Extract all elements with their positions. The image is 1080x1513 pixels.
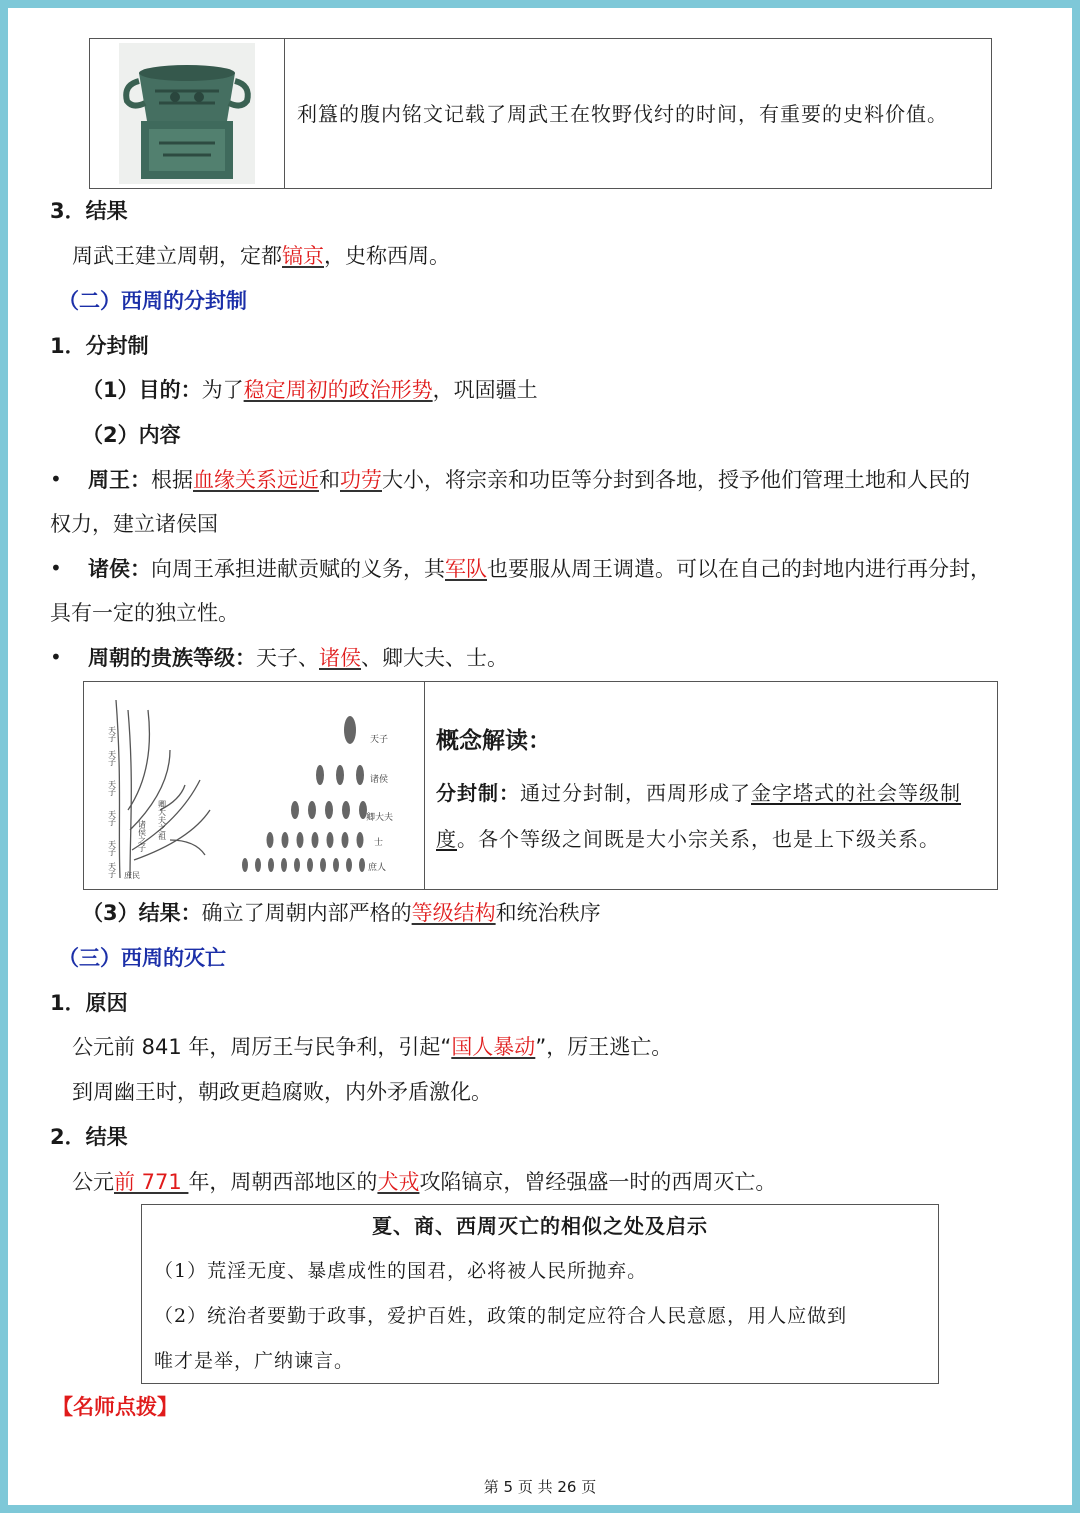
concept-label: 分封制：: [436, 781, 520, 805]
underlined-term: 金字塔式的社会等级制: [751, 781, 961, 805]
key-term: 前 771: [114, 1170, 189, 1194]
tree-label: 诸侯之子: [137, 820, 147, 852]
part-3-heading: （三）西周的灭亡: [58, 946, 226, 970]
text-segment: 确立了周朝内部严格的: [201, 901, 412, 925]
lessons-point-1: （1）荒淫无度、暴虐成性的国君，必将被人民所抛弃。: [154, 1260, 648, 1282]
key-term: 等级结构: [411, 901, 496, 925]
king-line-2: 权力，建立诸侯国: [50, 512, 218, 536]
text-segment: 、卿大夫、士。: [361, 646, 508, 670]
key-term: 血缘关系远近: [193, 468, 319, 492]
text-segment: 为了: [201, 378, 244, 402]
purpose-label: （1）目的：: [82, 378, 202, 402]
rank-line: [88, 644, 508, 672]
text-segment: ”，厉王逃亡。: [535, 1035, 673, 1059]
king-line: [88, 466, 970, 494]
key-term: 国人暴动: [451, 1035, 536, 1059]
part-2-heading: （二）西周的分封制: [58, 289, 247, 313]
result-heading: 2．结果: [50, 1125, 128, 1149]
pyramid-label: 士: [374, 838, 384, 848]
enfeoffment-diagram: [100, 690, 400, 882]
text-segment: 公元: [72, 1170, 114, 1194]
text-segment: 和: [319, 468, 340, 492]
text-segment: 大小，将宗亲和功臣等分封到各地，授予他们管理土地和人民的: [382, 468, 970, 492]
pyramid-label: 诸侯: [370, 775, 389, 785]
text-segment: 根据: [151, 468, 193, 492]
concept-line-2: [436, 825, 940, 853]
tree-label: 天子: [107, 750, 117, 766]
tree-label: 天子: [107, 726, 117, 742]
cause-line-2: 到周幽王时，朝政更趋腐败，内外矛盾激化。: [72, 1080, 492, 1104]
text-segment: ，巩固疆土: [432, 378, 538, 402]
text-segment: 和统治秩序: [495, 901, 601, 925]
text-segment: 也要服从周王调遣。可以在自己的封地内进行再分封，: [487, 557, 991, 581]
tree-label: 庶民: [124, 871, 140, 880]
rank-label: 周朝的贵族等级：: [88, 646, 256, 670]
section-3-text: [72, 242, 450, 270]
result-line: [82, 899, 601, 927]
concept-table-divider: [424, 681, 425, 890]
concept-title: 概念解读：: [436, 727, 551, 754]
tree-label: 天子: [107, 810, 117, 826]
concept-line-1: [436, 779, 961, 807]
purpose-line: [82, 376, 538, 404]
pyramid-label: 天子: [370, 735, 389, 745]
text-segment: 向周王承担进献贡赋的义务，其: [151, 557, 445, 581]
cause-heading: 1．原因: [50, 991, 128, 1015]
result-label: （3）结果：: [82, 901, 202, 925]
pyramid-label: 庶人: [368, 863, 387, 873]
text-segment: ，史称西周。: [324, 244, 450, 268]
tree-label: 天子: [107, 840, 117, 856]
teacher-tips-heading: 【名师点拨】: [52, 1395, 178, 1419]
tree-label: 卿大夫之祖: [157, 800, 167, 840]
key-term: 功劳: [340, 468, 382, 492]
lessons-point-2-cont: 唯才是举，广纳谏言。: [154, 1350, 355, 1372]
content-label: （2）内容: [82, 423, 181, 447]
text-segment: 年，周朝西部地区的: [188, 1170, 378, 1194]
text-segment: 通过分封制，西周形成了: [520, 781, 751, 805]
tree-label: 天子: [107, 862, 117, 878]
tree-label: 天子: [107, 780, 117, 796]
bronze-gui-image: [119, 43, 255, 184]
lessons-point-2: （2）统治者要勤于政事，爱护百姓，政策的制定应符合人民意愿，用人应做到: [154, 1305, 848, 1327]
king-label: 周王：: [88, 468, 151, 492]
bullet-icon: •: [50, 467, 62, 491]
cause-line-1: [72, 1033, 672, 1061]
key-term: 军队: [445, 557, 487, 581]
bronze-caption: 利簋的腹内铭文记载了周武王在牧野伐纣的时间，有重要的史料价值。: [297, 102, 948, 126]
lords-label: 诸侯：: [88, 557, 151, 581]
page-footer: 第 5 页 共 26 页: [483, 1478, 597, 1496]
fall-result-line: [72, 1168, 776, 1196]
lords-line: [88, 555, 991, 583]
key-term: 诸侯: [319, 646, 361, 670]
text-segment: 公元前 841 年，周厉王与民争利，引起“: [72, 1035, 452, 1059]
bullet-icon: •: [50, 645, 62, 669]
lords-line-2: 具有一定的独立性。: [50, 601, 239, 625]
bullet-icon: •: [50, 556, 62, 580]
part-2-sub-heading: 1．分封制: [50, 334, 149, 358]
pyramid-label: 卿大夫: [366, 813, 394, 823]
underlined-term: 度: [436, 827, 457, 851]
key-term: 稳定周初的政治形势: [243, 378, 433, 402]
text-segment: 攻陷镐京，曾经强盛一时的西周灭亡。: [419, 1170, 777, 1194]
lessons-title: 夏、商、西周灭亡的相似之处及启示: [372, 1214, 708, 1238]
top-table-divider: [284, 38, 285, 189]
document-page: [8, 8, 1072, 1505]
key-term: 犬戎: [377, 1170, 420, 1194]
text-segment: 天子、: [256, 646, 319, 670]
section-3-heading: 3．结果: [50, 199, 128, 223]
text-segment: 周武王建立周朝，定都: [72, 244, 282, 268]
key-term: 镐京: [282, 244, 324, 268]
text-segment: 。各个等级之间既是大小宗关系，也是上下级关系。: [457, 827, 940, 851]
